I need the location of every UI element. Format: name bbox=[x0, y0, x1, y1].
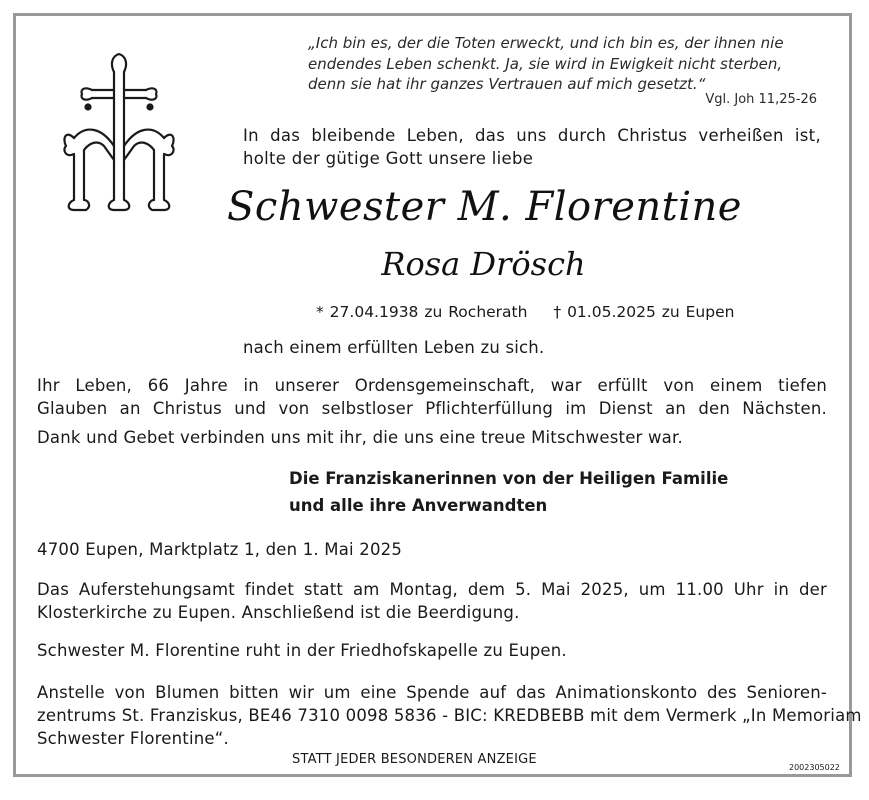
resting-place: Schwester M. Florentine ruht in der Friedhofskapelle zu Eupen. bbox=[37, 641, 567, 660]
paragraph-line: Glauben an Christus und von selbstloser Pflichterfüllung im Dienst an den Nächsten. bbox=[37, 399, 827, 418]
ad-code: 2002305022 bbox=[789, 763, 840, 772]
mass-info bbox=[37, 578, 827, 624]
life-paragraph bbox=[37, 374, 827, 420]
thanks-paragraph: Dank und Gebet verbinden uns mit ihr, die uns eine treue Mitschwester war. bbox=[37, 428, 683, 447]
donation-line: Anstelle von Blumen bitten wir um eine Spende auf das Animationskonto des Senioren- bbox=[37, 683, 827, 702]
deceased-religious-name: Schwester M. Florentine bbox=[227, 184, 742, 230]
birth-date: * 27.04.1938 zu Rocherath bbox=[316, 303, 528, 321]
signature-line: Die Franziskanerinnen von der Heiligen Familie bbox=[289, 469, 729, 488]
donation-line: Schwester Florentine“. bbox=[37, 729, 229, 748]
mass-line: Klosterkirche zu Eupen. Anschließend ist die Beerdigung. bbox=[37, 603, 520, 622]
footer-note: STATT JEDER BESONDEREN ANZEIGE bbox=[292, 752, 537, 767]
death-date: † 01.05.2025 zu Eupen bbox=[553, 303, 735, 321]
bible-quote bbox=[308, 33, 784, 95]
paragraph-line: Ihr Leben, 66 Jahre in unserer Ordensgemeinschaft, war erfüllt von einem tiefen bbox=[37, 376, 827, 395]
intro-text bbox=[243, 124, 821, 170]
bible-reference: Vgl. Joh 11,25-26 bbox=[705, 92, 817, 107]
place-date: 4700 Eupen, Marktplatz 1, den 1. Mai 2025 bbox=[37, 540, 403, 559]
donation-info bbox=[37, 681, 862, 750]
quote-line: „Ich bin es, der die Toten erweckt, und ich bin es, der ihnen nie bbox=[308, 34, 784, 52]
quote-line: denn sie hat ihr ganzes Vertrauen auf mich gesetzt.“ bbox=[308, 75, 706, 93]
donation-line: zentrums St. Franziskus, BE46 7310 0098 5836 - BIC: KREDBEBB mit dem Vermerk „In Memoriam bbox=[37, 706, 862, 725]
life-dates bbox=[316, 303, 734, 321]
signature-line: und alle ihre Anverwandten bbox=[289, 496, 548, 515]
after-dates-text: nach einem erfüllten Leben zu sich. bbox=[243, 338, 545, 357]
signature bbox=[289, 465, 728, 519]
intro-line: In das bleibende Leben, das uns durch Christus verheißen ist, bbox=[243, 126, 821, 145]
deceased-civil-name: Rosa Drösch bbox=[381, 245, 586, 283]
intro-line: holte der gütige Gott unsere liebe bbox=[243, 149, 534, 168]
mass-line: Das Auferstehungsamt findet statt am Montag, dem 5. Mai 2025, um 11.00 Uhr in der bbox=[37, 580, 827, 599]
quote-line: endendes Leben schenkt. Ja, sie wird in Ewigkeit nicht sterben, bbox=[308, 54, 783, 73]
